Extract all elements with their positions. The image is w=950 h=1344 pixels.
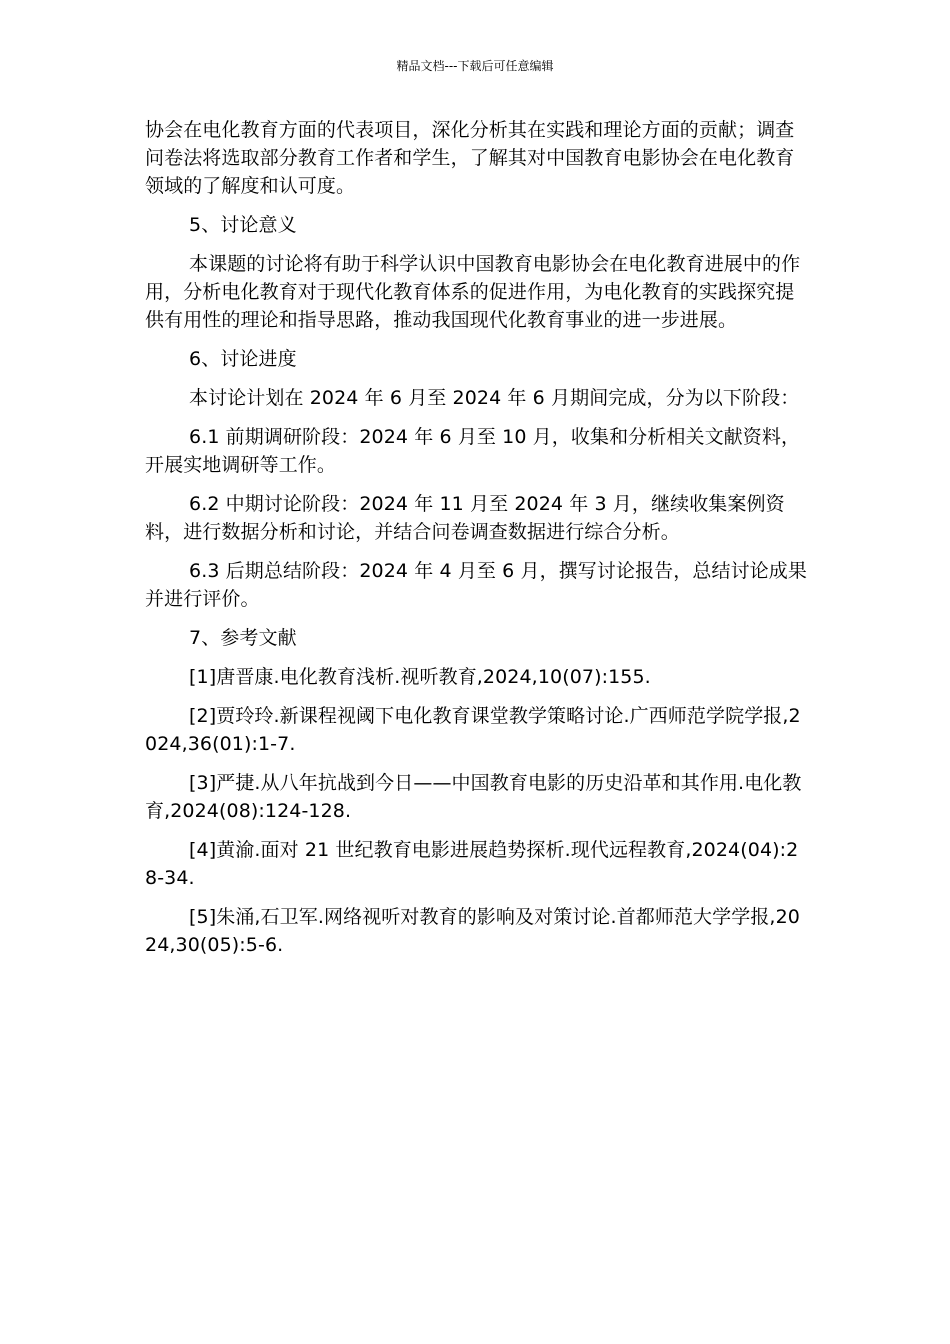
reference-item: [5]朱涌,石卫军.网络视听对教育的影响及对策讨论.首都师范大学学报,2024,30(05):5-6. [145, 906, 800, 956]
paragraph-phase-3: 6.3 后期总结阶段：2024 年 4 月至 6 月，撰写讨论报告，总结讨论成果并进行评价。 [145, 560, 807, 610]
section-heading-schedule: 6、讨论进度 [189, 348, 297, 370]
paragraph-phase-1: 6.1 前期调研阶段：2024 年 6 月至 10 月，收集和分析相关文献资料，开展实地调研等工作。 [145, 426, 801, 476]
paragraph-significance: 本课题的讨论将有助于科学认识中国教育电影协会在电化教育进展中的作用，分析电化教育对于现代化教育体系的促进作用，为电化教育的实践探究提供有用性的理论和指导思路，推动我国现代化教育事业的进一步进展。 [145, 253, 801, 331]
reference-item: [3]严捷.从八年抗战到今日——中国教育电影的历史沿革和其作用.电化教育,2024(08):124-128. [145, 772, 802, 822]
reference-item: [4]黄渝.面对 21 世纪教育电影进展趋势探析.现代远程教育,2024(04):28-34. [145, 839, 799, 889]
document-body [145, 116, 810, 959]
page-header: 精品文档---下载后可任意编辑 [396, 59, 554, 73]
paragraph-phase-2: 6.2 中期讨论阶段：2024 年 11 月至 2024 年 3 月，继续收集案例资料，进行数据分析和讨论，并结合问卷调查数据进行综合分析。 [145, 493, 785, 543]
paragraph-methods-continued: 协会在电化教育方面的代表项目，深化分析其在实践和理论方面的贡献；调查问卷法将选取部分教育工作者和学生，了解其对中国教育电影协会在电化教育领域的了解度和认可度。 [145, 119, 795, 197]
section-heading-references: 7、参考文献 [189, 627, 297, 649]
paragraph-schedule-intro: 本讨论计划在 2024 年 6 月至 2024 年 6 月期间完成，分为以下阶段： [189, 387, 800, 409]
reference-item: [2]贾玲玲.新课程视阈下电化教育课堂教学策略讨论.广西师范学院学报,2024,36(01):1-7. [145, 705, 801, 755]
section-heading-significance: 5、讨论意义 [189, 214, 297, 236]
reference-item: [1]唐晋康.电化教育浅析.视听教育,2024,10(07):155. [189, 666, 651, 688]
